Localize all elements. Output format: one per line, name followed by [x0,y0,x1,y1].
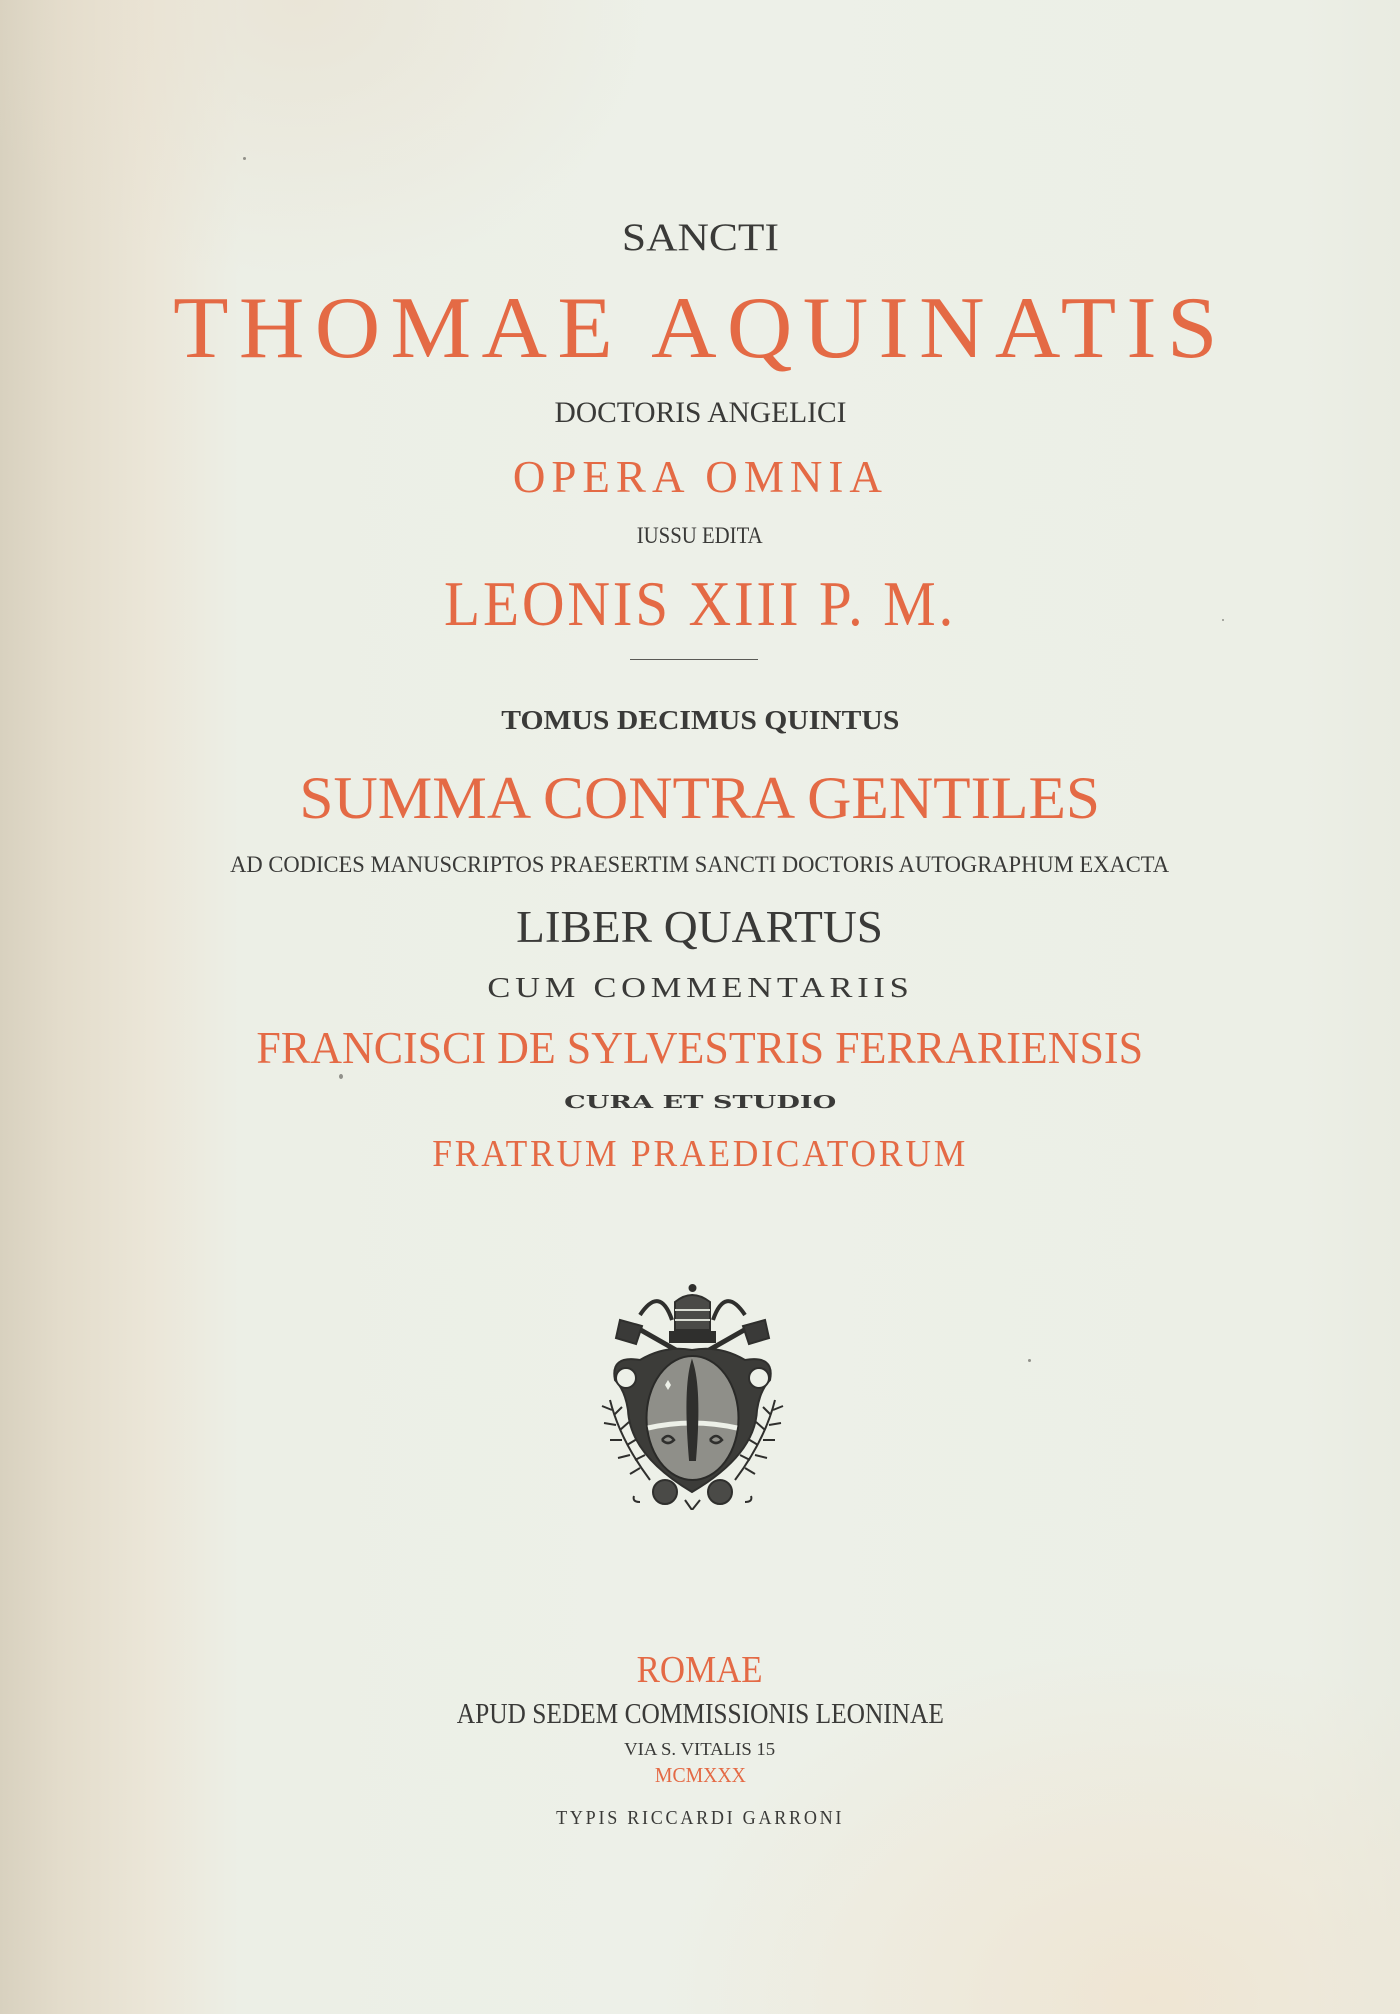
imprint-year [0,1765,1400,1786]
line-doctoris [0,398,1400,428]
doctoris-text: DOCTORIS ANGELICI [554,396,846,429]
line-codices [0,853,1400,876]
line-sancti [0,218,1400,257]
sancti-text: SANCTI [621,216,779,259]
fratrum-text: FRATRUM PRAEDICATORUM [432,1133,968,1175]
liber-text: LIBER QUARTUS [516,902,884,952]
line-commentator [0,1022,1400,1073]
year-text: MCMXXX [654,1763,746,1787]
line-tomus [0,707,1400,734]
line-cum-commentariis [0,974,1400,1003]
codices-text: AD CODICES MANUSCRIPTOS PRAESERTIM SANCTI DOCTORIS AUTOGRAPHUM EXACTA [230,852,1170,877]
cura-text: CURA ET STUDIO [563,1092,837,1113]
work-title-text: SUMMA CONTRA GENTILES [299,765,1101,831]
imprint-printer [0,1808,1400,1828]
line-leonis [0,568,1400,639]
opera-text: OPERA OMNIA [512,452,888,502]
paper-speck [339,1074,343,1079]
cum-text: CUM COMMENTARIIS [486,972,914,1004]
line-fratrum [0,1135,1400,1173]
author-text: THOMAE AQUINATIS [172,280,1228,377]
commentator-text: FRANCISCI DE SYLVESTRIS FERRARIENSIS [256,1022,1144,1073]
line-opera-omnia [0,452,1400,502]
address-text: VIA S. VITALIS 15 [624,1739,776,1759]
imprint-city [0,1651,1400,1689]
line-liber [0,902,1400,952]
coat-of-arms-icon [580,1280,805,1510]
line-iussu [0,524,1400,547]
city-text: ROMAE [637,1649,763,1691]
publisher-text: APUD SEDEM COMMISSIONIS LEONINAE [456,1698,944,1730]
iussu-text: IUSSU EDITA [637,523,763,548]
divider-rule [630,659,758,660]
tomus-text: TOMUS DECIMUS QUINTUS [500,705,900,735]
imprint-publisher [0,1700,1400,1729]
paper-speck [1222,619,1224,621]
paper-speck [1028,1359,1031,1362]
work-title [0,765,1400,831]
line-cura [0,1094,1400,1112]
author-title [0,280,1400,377]
imprint-address [0,1740,1400,1758]
paper-speck [243,157,246,160]
printer-text: TYPIS RICCARDI GARRONI [555,1807,845,1829]
leonis-text: LEONIS XIII P. M. [444,568,956,639]
